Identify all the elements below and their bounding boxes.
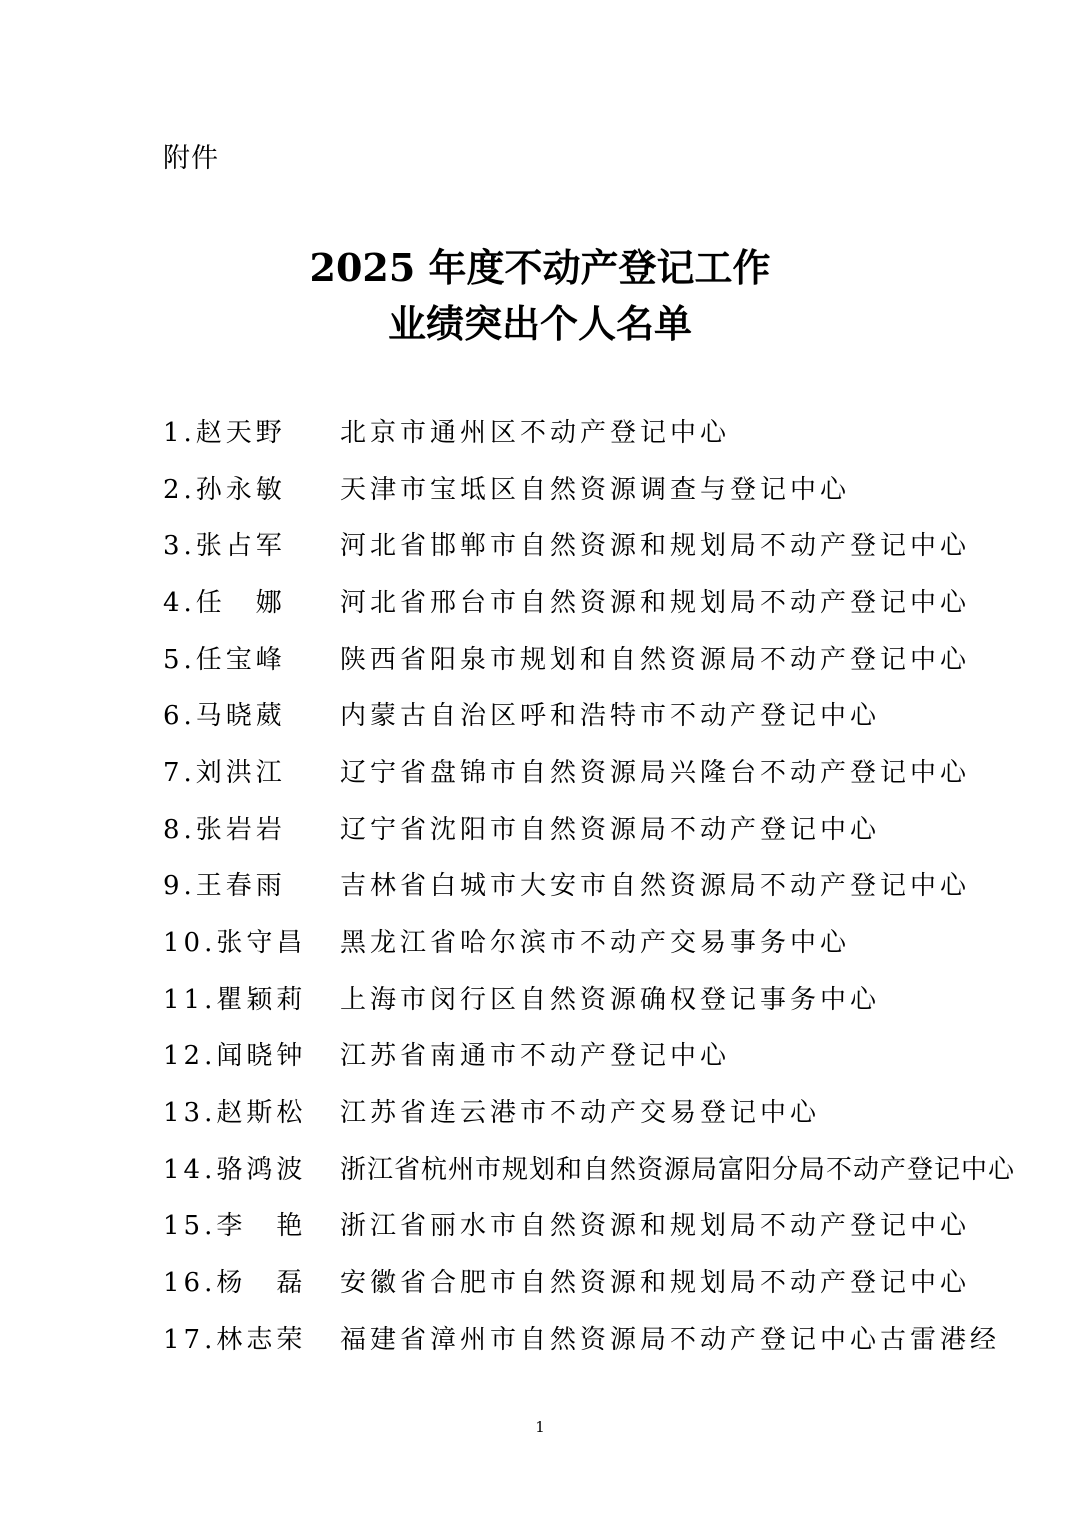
list-item [163, 799, 963, 856]
honoree-name: 2.孙永敏 [163, 474, 286, 505]
list-item [163, 629, 971, 686]
list-item [163, 1139, 1016, 1196]
list-item [163, 1309, 1001, 1366]
honoree-organization: 浙江省杭州市规划和自然资源局富阳分局不动产登记中心 [340, 1154, 1016, 1185]
honoree-name: 6.马晓葳 [163, 701, 286, 732]
list-item [163, 515, 971, 572]
list-item [163, 402, 963, 459]
honoree-organization: 陕西省阳泉市规划和自然资源局不动产登记中心 [340, 644, 971, 675]
honoree-name: 4.任 娜 [163, 587, 286, 618]
honoree-organization: 北京市通州区不动产登记中心 [340, 417, 731, 448]
list-item [163, 1196, 971, 1253]
honoree-name: 7.刘洪江 [163, 757, 286, 788]
list-item [163, 459, 963, 516]
list-item [163, 969, 963, 1026]
list-item [163, 1026, 963, 1083]
honoree-name: 10.张守昌 [163, 928, 307, 959]
list-item [163, 1252, 971, 1309]
list-item [163, 912, 963, 969]
honoree-organization: 天津市宝坻区自然资源调查与登记中心 [340, 474, 851, 505]
honoree-organization: 河北省邢台市自然资源和规划局不动产登记中心 [340, 587, 971, 618]
honoree-organization: 吉林省白城市大安市自然资源局不动产登记中心 [340, 871, 971, 902]
honoree-organization: 河北省邯郸市自然资源和规划局不动产登记中心 [340, 531, 971, 562]
honoree-name: 14.骆鸿波 [163, 1154, 307, 1185]
honoree-organization: 江苏省连云港市不动产交易登记中心 [340, 1098, 821, 1129]
title-line-2: 业绩突出个人名单 [387, 301, 692, 346]
list-item [163, 685, 963, 742]
honoree-name: 1.赵天野 [163, 417, 286, 448]
honoree-organization: 内蒙古自治区呼和浩特市不动产登记中心 [340, 701, 881, 732]
honoree-name: 11.瞿颖莉 [163, 984, 307, 1015]
honoree-name: 9.王春雨 [163, 871, 286, 902]
honoree-name: 13.赵斯松 [163, 1098, 307, 1129]
list-item [163, 856, 971, 913]
honoree-organization: 辽宁省沈阳市自然资源局不动产登记中心 [340, 814, 881, 845]
list-item [163, 1082, 963, 1139]
honoree-organization: 辽宁省盘锦市自然资源局兴隆台不动产登记中心 [340, 757, 971, 788]
honoree-name: 15.李 艳 [163, 1211, 307, 1242]
list-item [163, 742, 971, 799]
honoree-name: 3.张占军 [163, 531, 286, 562]
honoree-name: 12.闻晓钟 [163, 1041, 307, 1072]
honoree-name: 17.林志荣 [163, 1324, 307, 1355]
page-number: 1 [535, 1418, 545, 1436]
honoree-organization: 上海市闵行区自然资源确权登记事务中心 [340, 984, 881, 1015]
honoree-name: 16.杨 磊 [163, 1268, 307, 1299]
honoree-organization: 黑龙江省哈尔滨市不动产交易事务中心 [340, 928, 851, 959]
honoree-organization: 浙江省丽水市自然资源和规划局不动产登记中心 [340, 1211, 971, 1242]
honoree-name: 5.任宝峰 [163, 644, 286, 675]
title-line-1: 2025 年度不动产登记工作 [309, 245, 771, 290]
honoree-organization: 福建省漳州市自然资源局不动产登记中心古雷港经 [340, 1324, 1001, 1355]
honoree-name: 8.张岩岩 [163, 814, 286, 845]
document-title [0, 240, 1080, 352]
honoree-list [163, 402, 1016, 1366]
honoree-organization: 安徽省合肥市自然资源和规划局不动产登记中心 [340, 1268, 971, 1299]
honoree-organization: 江苏省南通市不动产登记中心 [340, 1041, 731, 1072]
attachment-label: 附件 [163, 143, 219, 174]
list-item [163, 572, 971, 629]
